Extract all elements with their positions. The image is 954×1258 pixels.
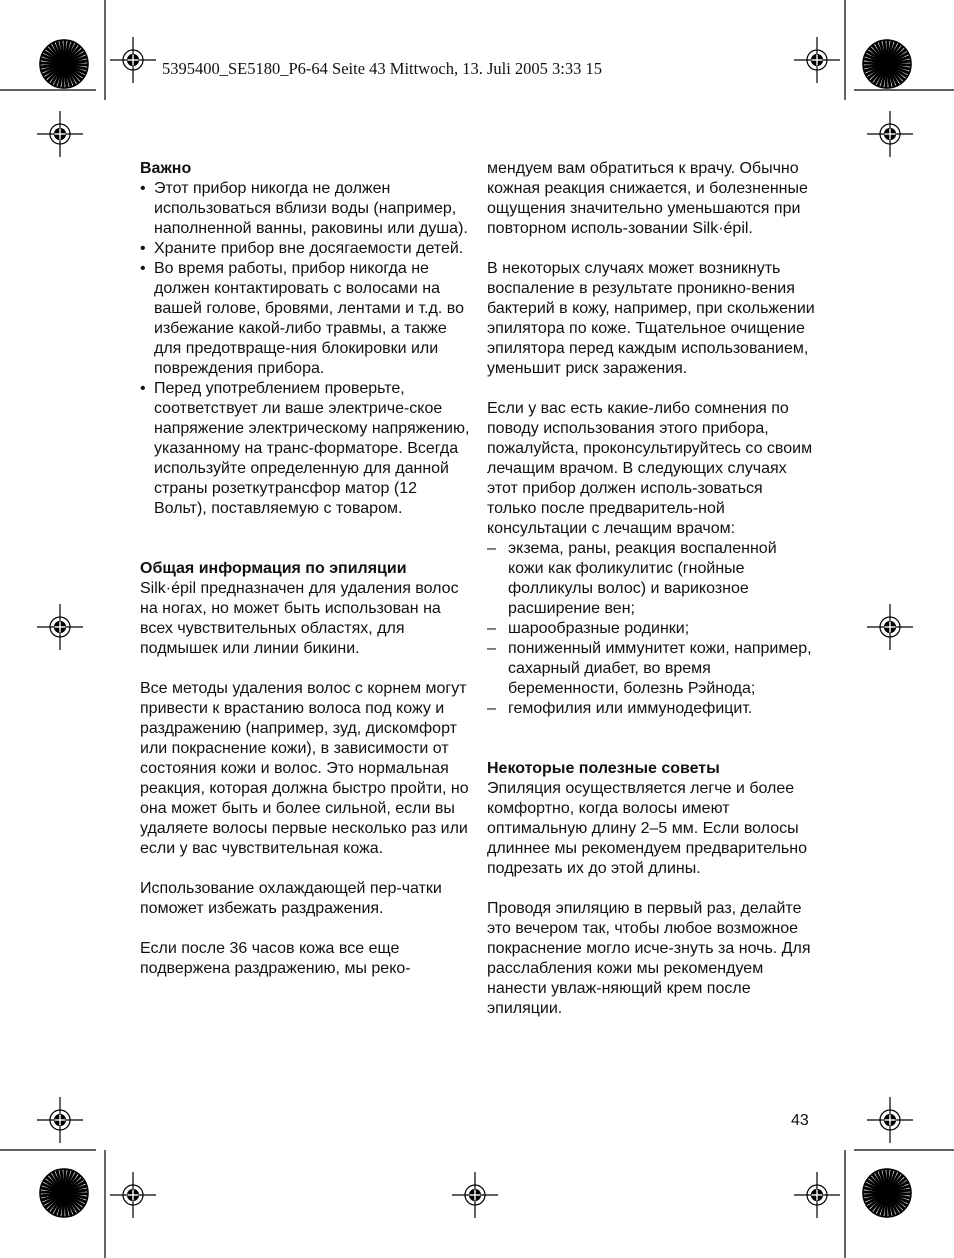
page-number: 43 <box>791 1112 809 1129</box>
list-item: • Этот прибор никогда не должен использоваться вблизи воды (например, наполненной ванны, раковины или душа). <box>140 180 468 237</box>
paragraph: Эпиляция осуществляется легче и более комфортно, когда волосы имеют оптимальную длину 2–5 мм. Если волосы длиннее мы рекомендуем предварительно подрезать их до этой длины. <box>487 780 807 877</box>
registration-mark <box>867 604 913 650</box>
paragraph: Проводя эпиляцию в первый раз, делайте это вечером так, чтобы любое возможное покраснение могло исче-знуть за ночь. Для расслабления кожи мы рекомендуем нанести увлаж-няющий крем после эпиляции. <box>487 900 811 1017</box>
registration-mark <box>452 1172 498 1218</box>
print-slug: 5395400_SE5180_P6-64 Seite 43 Mittwoch, 13. Juli 2005 3:33 15 <box>162 59 603 78</box>
dash-list <box>487 539 815 719</box>
registration-mark <box>37 111 83 157</box>
paragraph: Использование охлаждающей пер-чатки поможет избежать раздражения. <box>140 880 442 917</box>
paragraph: В некоторых случаях может возникнуть воспаление в результате проникно-вения бактерий в кожу, например, при скольжении эпилятора по коже. Тщательное очищение эпилятора перед каждым использованием, уменьшит риск заражения. <box>487 260 815 377</box>
registration-mark <box>37 604 83 650</box>
starburst-target <box>863 1169 911 1217</box>
paragraph: Все методы удаления волос с корнем могут привести к врастанию волоса под кожу и раздражению (например, зуд, дискомфорт или покраснение кожи), в зависимости от состояния кожи и волос. Это нормальная реакция, которая должна быстро пройти, но она может быть и более сильной, если вы удаляете волосы первые несколько раз или если у вас чувствительная кожа. <box>140 680 469 857</box>
registration-mark <box>867 1097 913 1143</box>
registration-mark <box>37 1097 83 1143</box>
general-heading: Общая информация по эпиляции <box>140 560 407 577</box>
list-item: • Храните прибор вне досягаемости детей. <box>140 240 464 257</box>
left-column <box>140 159 470 979</box>
list-item: – экзема, раны, реакция воспаленной кожи как фоликулитис (гнойные фолликулы волос) и варикозное расширение вен; <box>487 540 777 617</box>
paragraph: Если после 36 часов кожа все еще подвержена раздражению, мы реко- <box>140 940 411 977</box>
paragraph: Silk·épil предназначен для удаления волос на ногах, но может быть использован на всех чувствительных областях, для подмышек или линии бикини. <box>140 580 459 657</box>
list-item: • Во время работы, прибор никогда не должен контактировать с волосами на вашей голове, бровями, лентами и т.д. во избежание какой-либо травмы, а также для предотвраще-ния блокировки или повреждения прибора. <box>140 260 464 377</box>
starburst-target <box>40 40 88 88</box>
list-item: – пониженный иммунитет кожи, например, сахарный диабет, во время беременности, болезнь Рэйнода; <box>487 640 812 697</box>
registration-mark <box>110 1172 156 1218</box>
list-item: • Перед употреблением проверьте, соответствует ли ваше электриче-ское напряжение электрическому напряжению, указанному на транс-форматоре. Всегда используйте определенную для данной страны розеткутрансфор матор (12 Вольт), поставляемую с товаром. <box>140 380 470 517</box>
registration-mark <box>867 111 913 157</box>
registration-mark <box>110 37 156 83</box>
paragraph: мендуем вам обратиться к врачу. Обычно кожная реакция снижается, и болезненные ощущения значительно уменьшаются при повторном исполь-зовании Silk·épil. <box>487 160 808 237</box>
right-column <box>487 159 815 1019</box>
registration-mark <box>794 1172 840 1218</box>
important-list <box>140 179 470 519</box>
starburst-target <box>40 1169 88 1217</box>
list-item: – шарообразные родинки; <box>487 620 690 637</box>
tips-heading: Некоторые полезные советы <box>487 760 720 777</box>
important-heading: Важно <box>140 160 192 177</box>
list-item: – гемофилия или иммунодефицит. <box>487 700 753 717</box>
starburst-target <box>863 40 911 88</box>
registration-mark <box>794 37 840 83</box>
paragraph: Если у вас есть какие-либо сомнения по поводу использования этого прибора, пожалуйста, проконсультируйтесь со своим лечащим врачом. В следующих случаях этот прибор должен исполь-зоваться только после предваритель-ной консультации с лечащим врачом: <box>487 400 813 537</box>
